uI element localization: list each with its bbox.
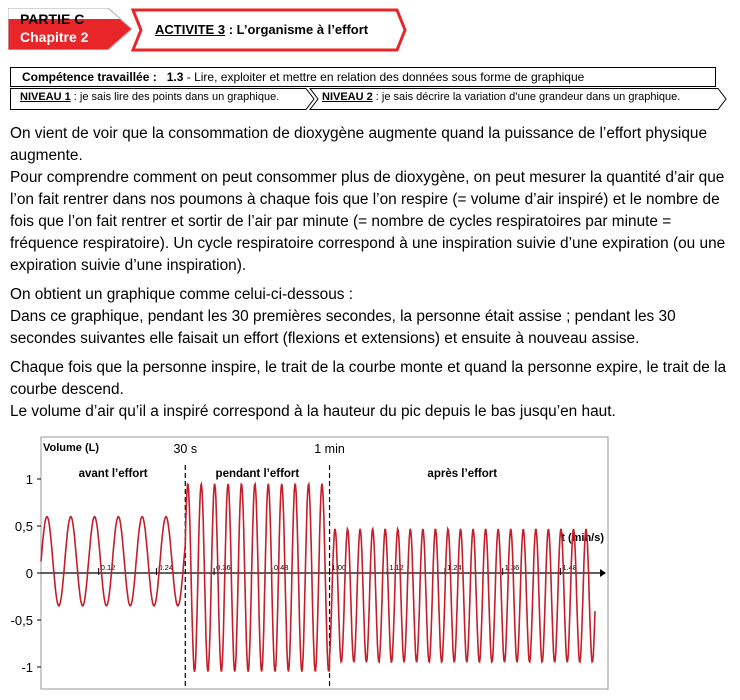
phase-label-1: avant l’effort xyxy=(78,468,148,480)
intro-paragraph: On vient de voir que la consommation de dioxygène augmente quand la puissance de l’effort physique augmente. Pour comprendre comment on peut consommer plus de dioxygène, on peut mesurer la quantité d’air que l’on fait rentrer dans nos poumons à chaque fois que l’on respire (= volume d’air inspiré) et le nombre de fois que l’on fait rentrer et sortir de l’air par minute (= nombre de cycles respiratoires par minute = fréquence respiratoire). Un cycle respiratoire correspond à une inspiration suivie d’une expiration (ou une expiration suivie d’une inspiration). xyxy=(10,125,726,274)
y-tick-label: 0 xyxy=(25,566,33,581)
x-axis-label: t (min/s) xyxy=(561,532,604,544)
volume-series-line xyxy=(41,484,595,672)
curve-reading-paragraph: Chaque fois que la personne inspire, le trait de la courbe monte et quand la personne expire, le trait de la courbe descend. Le volume d’air qu’il a inspiré correspond à la hauteur du pic depuis le bas jusqu’en haut. xyxy=(10,359,727,420)
phase-label-3: après l’effort xyxy=(427,468,498,480)
x-tick-label: 1.00 xyxy=(331,563,347,572)
x-tick-label: 0.24 xyxy=(158,563,174,572)
niveau-1-label: NIVEAU 1 xyxy=(20,91,71,103)
graph-description-paragraph: On obtient un graphique comme celui-ci-dessous : Dans ce graphique, pendant les 30 premières secondes, la personne était assise ; pendant les 30 secondes suivantes elle faisait un effort (flexions et extensions) et ensuite à nouveau assise. xyxy=(10,286,676,347)
partie-label: PARTIE C xyxy=(20,11,85,27)
marker-label-30s: 30 s xyxy=(173,442,198,456)
x-tick-label: 1.24 xyxy=(446,563,462,572)
chapitre-label: Chapitre 2 xyxy=(20,29,89,45)
competence-box xyxy=(10,67,716,87)
y-axis-label: Volume (L) xyxy=(43,442,100,454)
activite-heading xyxy=(155,22,368,37)
niveaux-row xyxy=(10,88,728,110)
niveau-2-label: NIVEAU 2 xyxy=(322,91,373,103)
x-tick-label: 1.48 xyxy=(562,563,577,572)
competence-text: - Lire, exploiter et mettre en relation des données sous forme de graphique xyxy=(183,70,585,84)
activite-title: : L’organisme à l’effort xyxy=(225,22,369,37)
x-tick-label: 1.36 xyxy=(504,563,520,572)
breathing-chart xyxy=(0,428,740,700)
y-tick-label: -0,5 xyxy=(10,613,33,628)
competence-code: 1.3 xyxy=(166,70,184,84)
marker-label-1min: 1 min xyxy=(314,442,345,456)
breathing-chart-svg xyxy=(0,428,740,700)
x-axis-arrow xyxy=(600,569,606,577)
y-tick-label: 0,5 xyxy=(14,519,33,534)
partie-badge xyxy=(8,8,132,50)
niveau-1 xyxy=(20,91,279,103)
activite-banner xyxy=(131,8,407,52)
y-tick-label: 1 xyxy=(25,472,33,487)
x-tick-label: 0.12 xyxy=(100,563,116,572)
activite-label: ACTIVITE 3 xyxy=(155,22,226,37)
competence-label: Compétence travaillée : xyxy=(22,70,157,84)
niveau-1-text: : je sais lire des points dans un graphique. xyxy=(70,91,280,103)
x-tick-label: 0.36 xyxy=(216,563,231,572)
x-tick-label: 1.12 xyxy=(389,563,404,572)
phase-label-2: pendant l’effort xyxy=(215,468,300,480)
y-tick-label: -1 xyxy=(21,660,33,675)
x-tick-label: 0.48 xyxy=(273,563,289,572)
niveau-2-text: : je sais décrire la variation d’une grandeur dans un graphique. xyxy=(372,91,681,103)
niveau-2 xyxy=(322,91,680,103)
